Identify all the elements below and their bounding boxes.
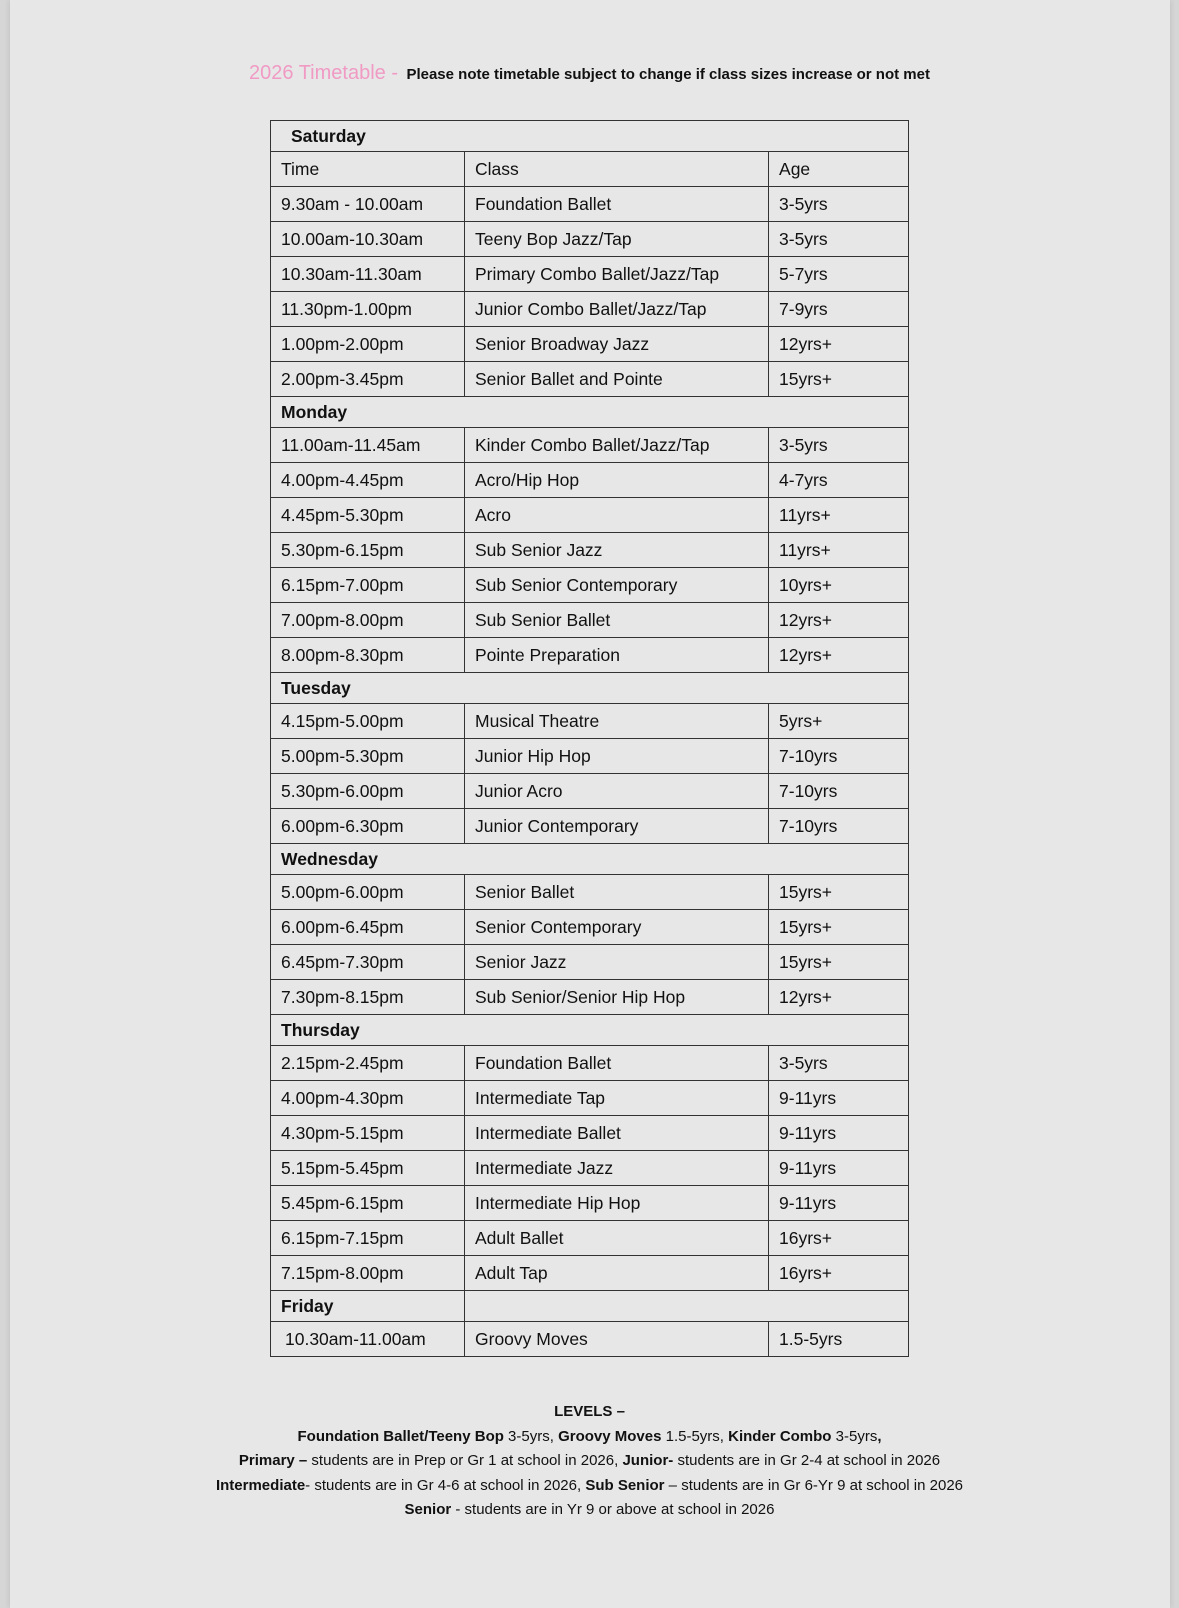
cell-time: 8.00pm-8.30pm	[271, 638, 465, 673]
cell-age: 9-11yrs	[769, 1186, 909, 1221]
column-header-class: Class	[465, 152, 769, 187]
column-header-row	[271, 152, 909, 187]
cell-class: Foundation Ballet	[465, 1046, 769, 1081]
level-name: Intermediate	[215, 1476, 306, 1494]
cell-age: 9-11yrs	[769, 1116, 909, 1151]
cell-time: 5.00pm-6.00pm	[271, 875, 465, 910]
table-row	[271, 1046, 909, 1081]
cell-age: 11yrs+	[769, 533, 909, 568]
level-name: Senior	[404, 1501, 452, 1518]
cell-age: 3-5yrs	[769, 428, 909, 463]
day-label: Saturday	[271, 121, 769, 152]
cell-class: Intermediate Jazz	[465, 1151, 769, 1186]
level-description: students are in Gr 2-4 at school in 2026	[673, 1452, 941, 1469]
cell-class: Kinder Combo Ballet/Jazz/Tap	[465, 428, 769, 463]
table-row	[271, 638, 909, 673]
cell-age: 1.5-5yrs	[769, 1322, 909, 1357]
cell-age: 16yrs+	[769, 1256, 909, 1291]
cell-class: Intermediate Tap	[465, 1081, 769, 1116]
cell-class: Senior Ballet and Pointe	[465, 362, 769, 397]
cell-age: 3-5yrs	[769, 187, 909, 222]
cell-class: Adult Tap	[465, 1256, 769, 1291]
day-label: Monday	[271, 397, 909, 428]
cell-time: 4.00pm-4.30pm	[271, 1081, 465, 1116]
table-row	[271, 187, 909, 222]
level-name: Foundation Ballet/Teeny Bop	[297, 1427, 504, 1445]
levels-legend	[0, 1400, 1179, 1523]
cell-class: Sub Senior Jazz	[465, 533, 769, 568]
cell-class: Junior Acro	[465, 774, 769, 809]
cell-class: Senior Jazz	[465, 945, 769, 980]
cell-class: Senior Ballet	[465, 875, 769, 910]
table-row	[271, 910, 909, 945]
day-label: Tuesday	[271, 673, 909, 704]
table-row	[271, 980, 909, 1015]
cell-age: 9-11yrs	[769, 1081, 909, 1116]
table-row	[271, 1116, 909, 1151]
cell-age: 12yrs+	[769, 638, 909, 673]
cell-time: 11.00am-11.45am	[271, 428, 465, 463]
day-label: Friday	[271, 1291, 465, 1322]
level-description: students are in Prep or Gr 1 at school in 2026,	[307, 1452, 623, 1469]
table-row	[271, 774, 909, 809]
table-row	[271, 533, 909, 568]
timetable-heading	[0, 62, 1179, 85]
table-row	[271, 704, 909, 739]
cell-age: 15yrs+	[769, 875, 909, 910]
cell-time: 5.15pm-5.45pm	[271, 1151, 465, 1186]
table-row	[271, 1256, 909, 1291]
cell-age: 3-5yrs	[769, 1046, 909, 1081]
cell-time: 10.30am-11.00am	[271, 1322, 465, 1357]
cell-time: 5.30pm-6.00pm	[271, 774, 465, 809]
level-description: 1.5-5yrs,	[661, 1427, 729, 1445]
cell-age: 10yrs+	[769, 568, 909, 603]
level-name: Kinder Combo	[728, 1427, 832, 1445]
table-row	[271, 327, 909, 362]
cell-class: Teeny Bop Jazz/Tap	[465, 222, 769, 257]
cell-class: Adult Ballet	[465, 1221, 769, 1256]
cell-age: 9-11yrs	[769, 1151, 909, 1186]
cell-class: Intermediate Ballet	[465, 1116, 769, 1151]
table-row	[271, 463, 909, 498]
cell-time: 4.15pm-5.00pm	[271, 704, 465, 739]
cell-time: 6.15pm-7.15pm	[271, 1221, 465, 1256]
level-description: - students are in Yr 9 or above at school in 2026	[451, 1501, 775, 1518]
cell-time: 4.30pm-5.15pm	[271, 1116, 465, 1151]
cell-time: 6.00pm-6.30pm	[271, 809, 465, 844]
cell-age: 12yrs+	[769, 603, 909, 638]
cell-time: 2.00pm-3.45pm	[271, 362, 465, 397]
cell-age: 7-10yrs	[769, 774, 909, 809]
levels-line	[0, 1498, 1179, 1523]
cell-time: 1.00pm-2.00pm	[271, 327, 465, 362]
level-name: Sub Senior	[585, 1476, 665, 1494]
cell-time: 4.00pm-4.45pm	[271, 463, 465, 498]
table-row	[271, 875, 909, 910]
day-header-spacer	[465, 1291, 909, 1322]
level-name: Junior-	[622, 1452, 674, 1469]
cell-age: 15yrs+	[769, 362, 909, 397]
cell-class: Junior Combo Ballet/Jazz/Tap	[465, 292, 769, 327]
cell-class: Junior Contemporary	[465, 809, 769, 844]
cell-time: 5.45pm-6.15pm	[271, 1186, 465, 1221]
cell-class: Senior Broadway Jazz	[465, 327, 769, 362]
table-row	[271, 362, 909, 397]
table-row	[271, 498, 909, 533]
level-description: – students are in Gr 6-Yr 9 at school in 2026	[664, 1476, 964, 1494]
table-row	[271, 222, 909, 257]
cell-class: Musical Theatre	[465, 704, 769, 739]
table-row	[271, 1322, 909, 1357]
day-header-spacer	[769, 121, 909, 152]
table-row	[271, 428, 909, 463]
level-name: Groovy Moves	[558, 1427, 662, 1445]
table-row	[271, 809, 909, 844]
cell-age: 11yrs+	[769, 498, 909, 533]
cell-age: 12yrs+	[769, 980, 909, 1015]
day-header-friday	[271, 1291, 909, 1322]
day-header-thursday	[271, 1015, 909, 1046]
cell-time: 5.00pm-5.30pm	[271, 739, 465, 774]
cell-time: 9.30am - 10.00am	[271, 187, 465, 222]
levels-line	[0, 1425, 1179, 1450]
table-row	[271, 603, 909, 638]
column-header-time: Time	[271, 152, 465, 187]
timetable-change-note: Please note timetable subject to change if class sizes increase or not met	[406, 66, 930, 83]
cell-class: Junior Hip Hop	[465, 739, 769, 774]
cell-time: 6.00pm-6.45pm	[271, 910, 465, 945]
cell-age: 7-10yrs	[769, 809, 909, 844]
cell-age: 5-7yrs	[769, 257, 909, 292]
level-description: - students are in Gr 4-6 at school in 2026,	[305, 1476, 586, 1494]
day-label: Thursday	[271, 1015, 909, 1046]
cell-time: 5.30pm-6.15pm	[271, 533, 465, 568]
cell-class: Foundation Ballet	[465, 187, 769, 222]
cell-time: 7.30pm-8.15pm	[271, 980, 465, 1015]
cell-age: 3-5yrs	[769, 222, 909, 257]
timetable-table	[270, 120, 909, 1357]
cell-time: 4.45pm-5.30pm	[271, 498, 465, 533]
table-row	[271, 292, 909, 327]
table-row	[271, 739, 909, 774]
cell-class: Groovy Moves	[465, 1322, 769, 1357]
cell-time: 6.15pm-7.00pm	[271, 568, 465, 603]
table-row	[271, 257, 909, 292]
table-row	[271, 568, 909, 603]
table-row	[271, 945, 909, 980]
column-header-age: Age	[769, 152, 909, 187]
levels-line	[0, 1474, 1179, 1499]
day-label: Wednesday	[271, 844, 909, 875]
timetable-year-title: 2026 Timetable -	[249, 62, 398, 84]
cell-time: 10.00am-10.30am	[271, 222, 465, 257]
cell-age: 7-9yrs	[769, 292, 909, 327]
cell-age: 12yrs+	[769, 327, 909, 362]
table-row	[271, 1151, 909, 1186]
cell-age: 7-10yrs	[769, 739, 909, 774]
cell-class: Intermediate Hip Hop	[465, 1186, 769, 1221]
levels-title: LEVELS –	[554, 1403, 625, 1420]
cell-class: Sub Senior/Senior Hip Hop	[465, 980, 769, 1015]
cell-class: Senior Contemporary	[465, 910, 769, 945]
table-row	[271, 1081, 909, 1116]
cell-class: Sub Senior Ballet	[465, 603, 769, 638]
cell-class: Sub Senior Contemporary	[465, 568, 769, 603]
cell-class: Pointe Preparation	[465, 638, 769, 673]
cell-class: Primary Combo Ballet/Jazz/Tap	[465, 257, 769, 292]
level-name: ,	[877, 1427, 882, 1445]
cell-age: 4-7yrs	[769, 463, 909, 498]
cell-age: 5yrs+	[769, 704, 909, 739]
level-description: 3-5yrs,	[503, 1427, 559, 1445]
day-header-tuesday	[271, 673, 909, 704]
cell-time: 10.30am-11.30am	[271, 257, 465, 292]
cell-time: 11.30pm-1.00pm	[271, 292, 465, 327]
cell-time: 7.00pm-8.00pm	[271, 603, 465, 638]
table-row	[271, 1186, 909, 1221]
cell-age: 16yrs+	[769, 1221, 909, 1256]
day-header-monday	[271, 397, 909, 428]
cell-time: 6.45pm-7.30pm	[271, 945, 465, 980]
cell-time: 7.15pm-8.00pm	[271, 1256, 465, 1291]
day-header-saturday	[271, 121, 909, 152]
cell-age: 15yrs+	[769, 910, 909, 945]
cell-class: Acro/Hip Hop	[465, 463, 769, 498]
level-name: Primary –	[238, 1452, 308, 1469]
table-row	[271, 1221, 909, 1256]
cell-time: 2.15pm-2.45pm	[271, 1046, 465, 1081]
cell-class: Acro	[465, 498, 769, 533]
levels-line	[0, 1449, 1179, 1474]
level-description: 3-5yrs	[831, 1427, 878, 1445]
day-header-wednesday	[271, 844, 909, 875]
cell-age: 15yrs+	[769, 945, 909, 980]
